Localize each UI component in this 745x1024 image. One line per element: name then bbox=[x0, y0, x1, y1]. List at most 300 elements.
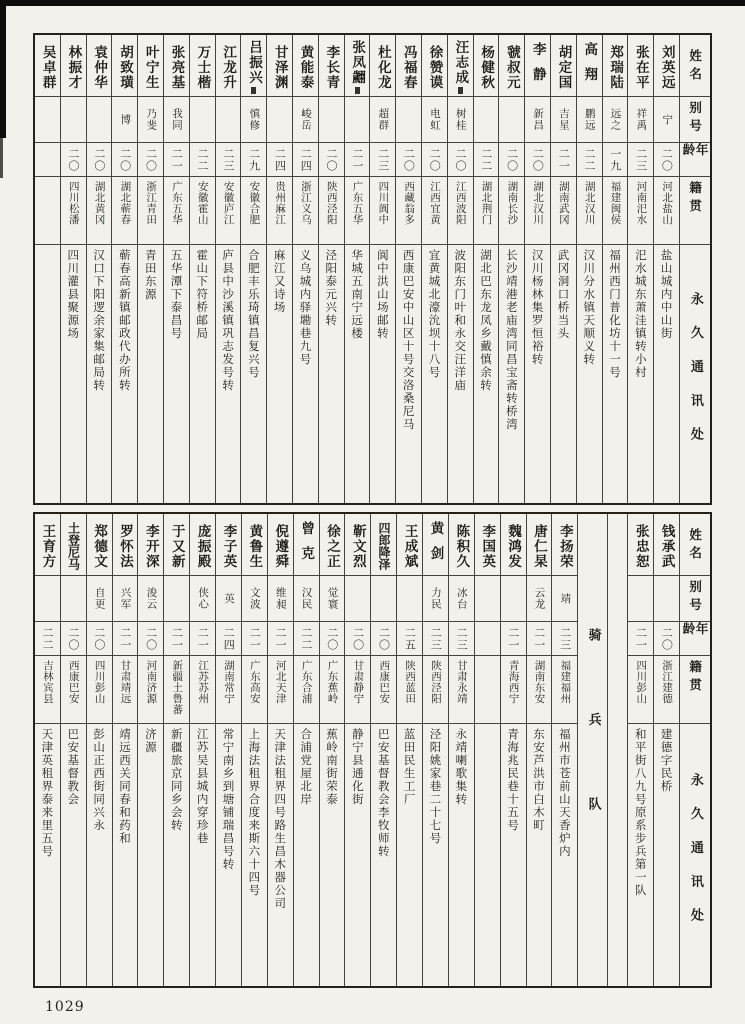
person-name: 徐赞谟 bbox=[422, 35, 447, 97]
person-name: 倪遵舜 bbox=[268, 514, 293, 576]
person-alias: 觉寰 bbox=[320, 576, 345, 622]
person-age bbox=[475, 622, 500, 656]
person-address: 泾阳姚家巷二十七号 bbox=[428, 728, 443, 845]
scan-artifact-top bbox=[0, 0, 745, 6]
person-address: 福州市苍前山天香炉内 bbox=[557, 728, 572, 858]
person-address bbox=[35, 245, 60, 503]
name-annotation-mark bbox=[355, 87, 360, 94]
person-name: 胡致璜 bbox=[112, 35, 137, 97]
person-age: 二〇 bbox=[654, 143, 679, 177]
person-name: 魏鸿发 bbox=[501, 514, 526, 576]
person-name: 李静 bbox=[525, 35, 550, 97]
person-address: 天津英租界泰来里五号 bbox=[40, 728, 55, 858]
person-native: 河南汜水 bbox=[628, 177, 653, 245]
person-address: 青田东源 bbox=[143, 249, 158, 301]
person-alias bbox=[216, 97, 241, 143]
person-alias: 兴军 bbox=[113, 576, 138, 622]
person-alias: 超群 bbox=[370, 97, 395, 143]
person-alias bbox=[319, 97, 344, 143]
person-address: 湖北巴东龙凤乡戴慎余转 bbox=[479, 249, 494, 392]
person-age: 二一 bbox=[527, 622, 552, 656]
person-name: 杨健秋 bbox=[474, 35, 499, 97]
person-alias bbox=[35, 576, 60, 622]
person-native bbox=[475, 656, 500, 724]
person-column bbox=[266, 35, 292, 503]
person-native: 西藏翁多 bbox=[396, 177, 421, 245]
person-age: 二〇 bbox=[87, 622, 112, 656]
person-native: 安徽庐江 bbox=[216, 177, 241, 245]
header-native: 籍贯 bbox=[680, 656, 710, 724]
person-age: 二〇 bbox=[654, 622, 679, 656]
person-age: 二一 bbox=[190, 622, 215, 656]
person-address: 靖远西关同春和药和 bbox=[117, 728, 132, 845]
person-name: 吕振兴 bbox=[241, 35, 266, 97]
person-alias bbox=[475, 576, 500, 622]
person-name: 虢叔元 bbox=[499, 35, 524, 97]
person-native: 河北盐山 bbox=[654, 177, 679, 245]
person-address: 武冈洞口桥当头 bbox=[556, 249, 571, 340]
person-name: 杜化龙 bbox=[370, 35, 395, 97]
person-age: 二一 bbox=[164, 622, 189, 656]
person-alias bbox=[61, 576, 86, 622]
person-column bbox=[60, 35, 86, 503]
person-age: 二一 bbox=[628, 622, 653, 656]
person-name: 张忠恕 bbox=[628, 514, 653, 576]
person-native: 湖南长沙 bbox=[499, 177, 524, 245]
person-native: 湖北黄冈 bbox=[87, 177, 112, 245]
person-alias: 汉民 bbox=[294, 576, 319, 622]
person-address: 永靖喇歌集转 bbox=[454, 728, 469, 806]
person-address: 济源 bbox=[143, 728, 158, 754]
person-column bbox=[627, 35, 653, 503]
header-address: 永久通讯处 bbox=[687, 291, 703, 461]
person-native: 安徽霍山 bbox=[190, 177, 215, 245]
person-column bbox=[318, 35, 344, 503]
person-native: 浙江建德 bbox=[654, 656, 679, 724]
person-address: 建德字民桥 bbox=[659, 728, 674, 793]
person-native: 广东蕉岭 bbox=[320, 656, 345, 724]
person-native: 甘肃静宁 bbox=[345, 656, 370, 724]
person-alias: 冰台 bbox=[449, 576, 474, 622]
person-alias bbox=[190, 97, 215, 143]
person-name: 黄剑 bbox=[423, 514, 448, 576]
person-name: 李扬荣 bbox=[552, 514, 577, 576]
person-age: 二一 bbox=[113, 622, 138, 656]
person-alias bbox=[396, 97, 421, 143]
person-column bbox=[421, 35, 447, 503]
person-column bbox=[137, 514, 163, 986]
person-column bbox=[35, 35, 60, 503]
name-annotation-mark bbox=[251, 87, 256, 94]
person-address: 西康巴安中山区十号交洛桑尼马 bbox=[401, 249, 416, 431]
person-alias: 峻岳 bbox=[293, 97, 318, 143]
person-age: 二二 bbox=[190, 143, 215, 177]
person-native: 陕西泾阳 bbox=[319, 177, 344, 245]
person-native: 西康巴安 bbox=[371, 656, 396, 724]
person-name: 郑瑞陆 bbox=[603, 35, 628, 97]
person-age bbox=[35, 143, 60, 177]
page-number: 1029 bbox=[45, 999, 85, 1015]
person-age: 二一 bbox=[164, 143, 189, 177]
person-address: 江苏吴县城内穿珍巷 bbox=[195, 728, 210, 845]
person-column bbox=[524, 35, 550, 503]
person-column bbox=[215, 514, 241, 986]
person-address: 汜水城东萧洼镇转小村 bbox=[633, 249, 648, 379]
person-column bbox=[370, 514, 396, 986]
person-alias bbox=[628, 576, 653, 622]
person-age: 二二 bbox=[35, 622, 60, 656]
person-age: 二〇 bbox=[138, 622, 163, 656]
person-alias bbox=[267, 97, 292, 143]
person-native: 四川彭山 bbox=[628, 656, 653, 724]
person-column bbox=[653, 35, 679, 503]
person-column bbox=[86, 35, 112, 503]
person-address: 常宁南乡到塘铺瑞昌号转 bbox=[221, 728, 236, 871]
person-age: 二〇 bbox=[138, 143, 163, 177]
person-alias bbox=[164, 576, 189, 622]
person-native: 安徽合肥 bbox=[241, 177, 266, 245]
person-age: 二〇 bbox=[319, 143, 344, 177]
person-name: 庞振殿 bbox=[190, 514, 215, 576]
person-name: 叶宁生 bbox=[138, 35, 163, 97]
header-alias: 别号 bbox=[680, 576, 710, 622]
person-name: 胡定国 bbox=[551, 35, 576, 97]
person-alias: 树桂 bbox=[448, 97, 473, 143]
roster-table-upper bbox=[33, 33, 712, 505]
header-name: 姓名 bbox=[680, 514, 710, 576]
person-age: 二二 bbox=[577, 143, 602, 177]
person-alias bbox=[35, 97, 60, 143]
person-address: 长沙靖港老庙湾同昌宝斋转桥湾 bbox=[504, 249, 519, 431]
person-column bbox=[344, 514, 370, 986]
person-column bbox=[576, 35, 602, 503]
person-column bbox=[550, 35, 576, 503]
person-name: 万士楷 bbox=[190, 35, 215, 97]
person-alias: 慎修 bbox=[241, 97, 266, 143]
person-address: 静宁县通化街 bbox=[350, 728, 365, 806]
person-address: 巴安基督教会李牧师转 bbox=[376, 728, 391, 858]
person-column bbox=[86, 514, 112, 986]
person-alias: 侠心 bbox=[190, 576, 215, 622]
person-column bbox=[241, 514, 267, 986]
person-address: 合肥丰乐琦镇昌复兴号 bbox=[246, 249, 261, 379]
person-column bbox=[473, 35, 499, 503]
person-native: 广东五华 bbox=[345, 177, 370, 245]
person-native: 湖南东安 bbox=[527, 656, 552, 724]
person-column bbox=[137, 35, 163, 503]
header-alias: 别号 bbox=[680, 97, 710, 143]
person-name: 汪志成 bbox=[448, 35, 473, 97]
person-native: 新疆土鲁蕃 bbox=[164, 656, 189, 724]
person-native: 江西宜黄 bbox=[422, 177, 447, 245]
person-address: 五华潭下泰昌号 bbox=[169, 249, 184, 340]
person-column bbox=[498, 35, 524, 503]
person-name: 土登尼马 bbox=[61, 514, 86, 576]
person-age: 二〇 bbox=[87, 143, 112, 177]
person-native: 湖北汉川 bbox=[525, 177, 550, 245]
person-address: 麻江又诗场 bbox=[272, 249, 287, 314]
person-address: 合浦党屋北岸 bbox=[299, 728, 314, 806]
person-native: 湖北蕲春 bbox=[112, 177, 137, 245]
person-native: 四川松潘 bbox=[61, 177, 86, 245]
person-alias: 文波 bbox=[242, 576, 267, 622]
person-address: 新疆旅京同乡会转 bbox=[169, 728, 184, 832]
person-name: 徐之正 bbox=[320, 514, 345, 576]
person-name: 李子英 bbox=[216, 514, 241, 576]
person-address: 义乌城内驿墈巷九号 bbox=[298, 249, 313, 366]
person-name: 于又新 bbox=[164, 514, 189, 576]
person-age: 二一 bbox=[242, 622, 267, 656]
person-native: 浙江义乌 bbox=[293, 177, 318, 245]
person-age: 二一 bbox=[268, 622, 293, 656]
person-native: 广东高安 bbox=[242, 656, 267, 724]
roster-table-lower bbox=[33, 512, 712, 988]
person-age: 二三 bbox=[423, 622, 448, 656]
person-native: 河北天津 bbox=[268, 656, 293, 724]
person-alias: 维昶 bbox=[268, 576, 293, 622]
person-alias bbox=[61, 97, 86, 143]
header-name: 姓名 bbox=[680, 35, 710, 97]
person-age: 二四 bbox=[267, 143, 292, 177]
person-name: 张亮基 bbox=[164, 35, 189, 97]
person-age: 二一 bbox=[551, 143, 576, 177]
person-alias: 我同 bbox=[164, 97, 189, 143]
person-age: 二〇 bbox=[345, 622, 370, 656]
person-name: 曾克 bbox=[294, 514, 319, 576]
person-native: 四川彭山 bbox=[87, 656, 112, 724]
person-column bbox=[240, 35, 266, 503]
header-age: 年龄 bbox=[680, 622, 710, 656]
scan-artifact-left-smudge bbox=[0, 138, 3, 178]
person-column bbox=[369, 35, 395, 503]
person-native: 广东五华 bbox=[164, 177, 189, 245]
person-alias bbox=[499, 97, 524, 143]
person-address: 霍山下符桥邮局 bbox=[195, 249, 210, 340]
person-column bbox=[344, 35, 370, 503]
person-alias: 乃斐 bbox=[138, 97, 163, 143]
person-column bbox=[111, 35, 137, 503]
person-alias: 英 bbox=[216, 576, 241, 622]
person-native: 湖南武冈 bbox=[551, 177, 576, 245]
person-native: 陕西泾阳 bbox=[423, 656, 448, 724]
person-age: 一九 bbox=[603, 143, 628, 177]
header-column bbox=[679, 35, 710, 503]
person-address: 巴安基督教会 bbox=[66, 728, 81, 806]
person-address: 彭山正西街同兴永 bbox=[92, 728, 107, 832]
person-alias: 云龙 bbox=[527, 576, 552, 622]
person-alias: 新昌 bbox=[525, 97, 550, 143]
person-column bbox=[163, 35, 189, 503]
person-name: 郑德文 bbox=[87, 514, 112, 576]
person-address bbox=[475, 724, 500, 986]
person-name: 冯福春 bbox=[396, 35, 421, 97]
person-address: 阆中洪山场邮转 bbox=[375, 249, 390, 340]
person-name: 王成斌 bbox=[397, 514, 422, 576]
person-column bbox=[215, 35, 241, 503]
person-native: 贵州麻江 bbox=[267, 177, 292, 245]
person-name: 唐仁杲 bbox=[527, 514, 552, 576]
person-address: 汉川杨林集罗恒裕转 bbox=[530, 249, 545, 366]
person-column bbox=[526, 514, 552, 986]
person-address: 宜黄城北濠沇坝十八号 bbox=[427, 249, 442, 379]
person-name: 罗怀法 bbox=[113, 514, 138, 576]
person-native: 青海西宁 bbox=[501, 656, 526, 724]
person-name: 黄能泰 bbox=[293, 35, 318, 97]
person-column bbox=[112, 514, 138, 986]
person-column bbox=[163, 514, 189, 986]
person-address: 福州西门普化坊十一号 bbox=[608, 249, 623, 379]
header-column bbox=[679, 514, 710, 986]
person-native: 广东合浦 bbox=[294, 656, 319, 724]
person-name: 林振才 bbox=[61, 35, 86, 97]
person-name: 袁仲华 bbox=[87, 35, 112, 97]
person-native: 甘肃靖远 bbox=[113, 656, 138, 724]
person-alias: 自更 bbox=[87, 576, 112, 622]
person-native: 浙江青田 bbox=[138, 177, 163, 245]
person-age: 二四 bbox=[293, 143, 318, 177]
person-name: 李长青 bbox=[319, 35, 344, 97]
person-column bbox=[60, 514, 86, 986]
person-column bbox=[602, 35, 628, 503]
person-age: 二二 bbox=[294, 622, 319, 656]
person-column bbox=[189, 35, 215, 503]
person-address: 波阳东门叶和永交汪洋庙 bbox=[453, 249, 468, 392]
person-native: 江西波阳 bbox=[448, 177, 473, 245]
person-address: 蕲春高新镇邮政代办所转 bbox=[117, 249, 132, 392]
person-address: 蓝田民生工厂 bbox=[402, 728, 417, 806]
person-name: 高翔 bbox=[577, 35, 602, 97]
person-alias: 吉星 bbox=[551, 97, 576, 143]
person-native: 福建福州 bbox=[552, 656, 577, 724]
person-age: 二一 bbox=[501, 622, 526, 656]
person-age: 二〇 bbox=[320, 622, 345, 656]
person-age: 二一 bbox=[345, 143, 370, 177]
person-address: 华城五南宁远楼 bbox=[350, 249, 365, 340]
person-column bbox=[500, 514, 526, 986]
person-column bbox=[395, 35, 421, 503]
person-native: 吉林宾县 bbox=[35, 656, 60, 724]
divider-blank-column bbox=[607, 514, 627, 986]
person-address: 和平街八九号原系步兵第一队 bbox=[633, 728, 648, 897]
person-alias bbox=[87, 97, 112, 143]
name-annotation-mark bbox=[458, 87, 463, 94]
person-age: 二〇 bbox=[371, 622, 396, 656]
person-alias bbox=[345, 576, 370, 622]
person-native: 四川阆中 bbox=[370, 177, 395, 245]
person-native: 福建闽侯 bbox=[603, 177, 628, 245]
person-address: 泾阳泰元兴转 bbox=[324, 249, 339, 327]
person-age: 二〇 bbox=[448, 143, 473, 177]
person-age: 二三 bbox=[552, 622, 577, 656]
header-native: 籍贯 bbox=[680, 177, 710, 245]
person-alias bbox=[654, 576, 679, 622]
person-address: 东安芦洪市白木町 bbox=[531, 728, 546, 832]
person-age: 二〇 bbox=[525, 143, 550, 177]
person-column bbox=[189, 514, 215, 986]
person-name: 钱承武 bbox=[654, 514, 679, 576]
person-column bbox=[627, 514, 653, 986]
person-age: 二四 bbox=[216, 622, 241, 656]
person-name: 王育方 bbox=[35, 514, 60, 576]
person-column bbox=[474, 514, 500, 986]
person-address: 汉川分水镇天顺义转 bbox=[582, 249, 597, 366]
person-name: 张凤翽 bbox=[345, 35, 370, 97]
person-alias: 远之 bbox=[603, 97, 628, 143]
person-name: 刘英远 bbox=[654, 35, 679, 97]
person-alias: 力民 bbox=[423, 576, 448, 622]
person-age: 二〇 bbox=[61, 143, 86, 177]
person-native: 河南济源 bbox=[138, 656, 163, 724]
person-age: 二三 bbox=[628, 143, 653, 177]
person-native: 湖北汉川 bbox=[577, 177, 602, 245]
person-column bbox=[396, 514, 422, 986]
person-column bbox=[293, 514, 319, 986]
person-column bbox=[447, 35, 473, 503]
person-name: 江龙升 bbox=[216, 35, 241, 97]
person-native: 甘肃永靖 bbox=[449, 656, 474, 724]
person-name: 陈积久 bbox=[449, 514, 474, 576]
person-name: 李国英 bbox=[475, 514, 500, 576]
person-column bbox=[551, 514, 577, 986]
person-native: 湖北荆门 bbox=[474, 177, 499, 245]
person-age: 二三 bbox=[216, 143, 241, 177]
person-name: 张在平 bbox=[628, 35, 653, 97]
person-age: 二三 bbox=[370, 143, 395, 177]
person-age: 二三 bbox=[449, 622, 474, 656]
person-name: 四郎降泽 bbox=[371, 514, 396, 576]
person-address: 汉口下阳逻余家集邮局转 bbox=[92, 249, 107, 392]
person-alias: 浚云 bbox=[138, 576, 163, 622]
person-native bbox=[35, 177, 60, 245]
person-address: 蕉岭南街荣泰 bbox=[324, 728, 339, 806]
person-column bbox=[319, 514, 345, 986]
person-alias: 电虹 bbox=[422, 97, 447, 143]
person-name: 靳文烈 bbox=[345, 514, 370, 576]
person-address: 上海法租界合度来斯六十四号 bbox=[247, 728, 262, 897]
person-column bbox=[653, 514, 679, 986]
person-native: 江苏苏州 bbox=[190, 656, 215, 724]
person-name: 黄鲁生 bbox=[242, 514, 267, 576]
person-age: 二〇 bbox=[396, 143, 421, 177]
person-column bbox=[422, 514, 448, 986]
person-age: 二〇 bbox=[422, 143, 447, 177]
person-name: 吴卓群 bbox=[35, 35, 60, 97]
person-age: 二〇 bbox=[499, 143, 524, 177]
person-alias bbox=[501, 576, 526, 622]
person-address: 四川灌县聚源场 bbox=[66, 249, 81, 340]
person-alias bbox=[345, 97, 370, 143]
person-alias: 祥禹 bbox=[628, 97, 653, 143]
unit-divider-column bbox=[577, 514, 607, 986]
person-alias bbox=[474, 97, 499, 143]
person-alias: 博 bbox=[112, 97, 137, 143]
person-age: 二二 bbox=[474, 143, 499, 177]
person-age: 二〇 bbox=[61, 622, 86, 656]
unit-divider-label: 骑兵队 bbox=[585, 628, 601, 882]
person-name: 李开深 bbox=[138, 514, 163, 576]
scan-artifact-left bbox=[0, 0, 6, 138]
person-column bbox=[35, 514, 60, 986]
person-column bbox=[267, 514, 293, 986]
person-column bbox=[292, 35, 318, 503]
person-age: 二五 bbox=[397, 622, 422, 656]
person-address: 青海兆民巷十五号 bbox=[506, 728, 521, 832]
person-alias: 宁 bbox=[654, 97, 679, 143]
person-alias: 鹏远 bbox=[577, 97, 602, 143]
header-address: 永久通讯处 bbox=[687, 772, 703, 942]
person-alias bbox=[397, 576, 422, 622]
person-column bbox=[448, 514, 474, 986]
